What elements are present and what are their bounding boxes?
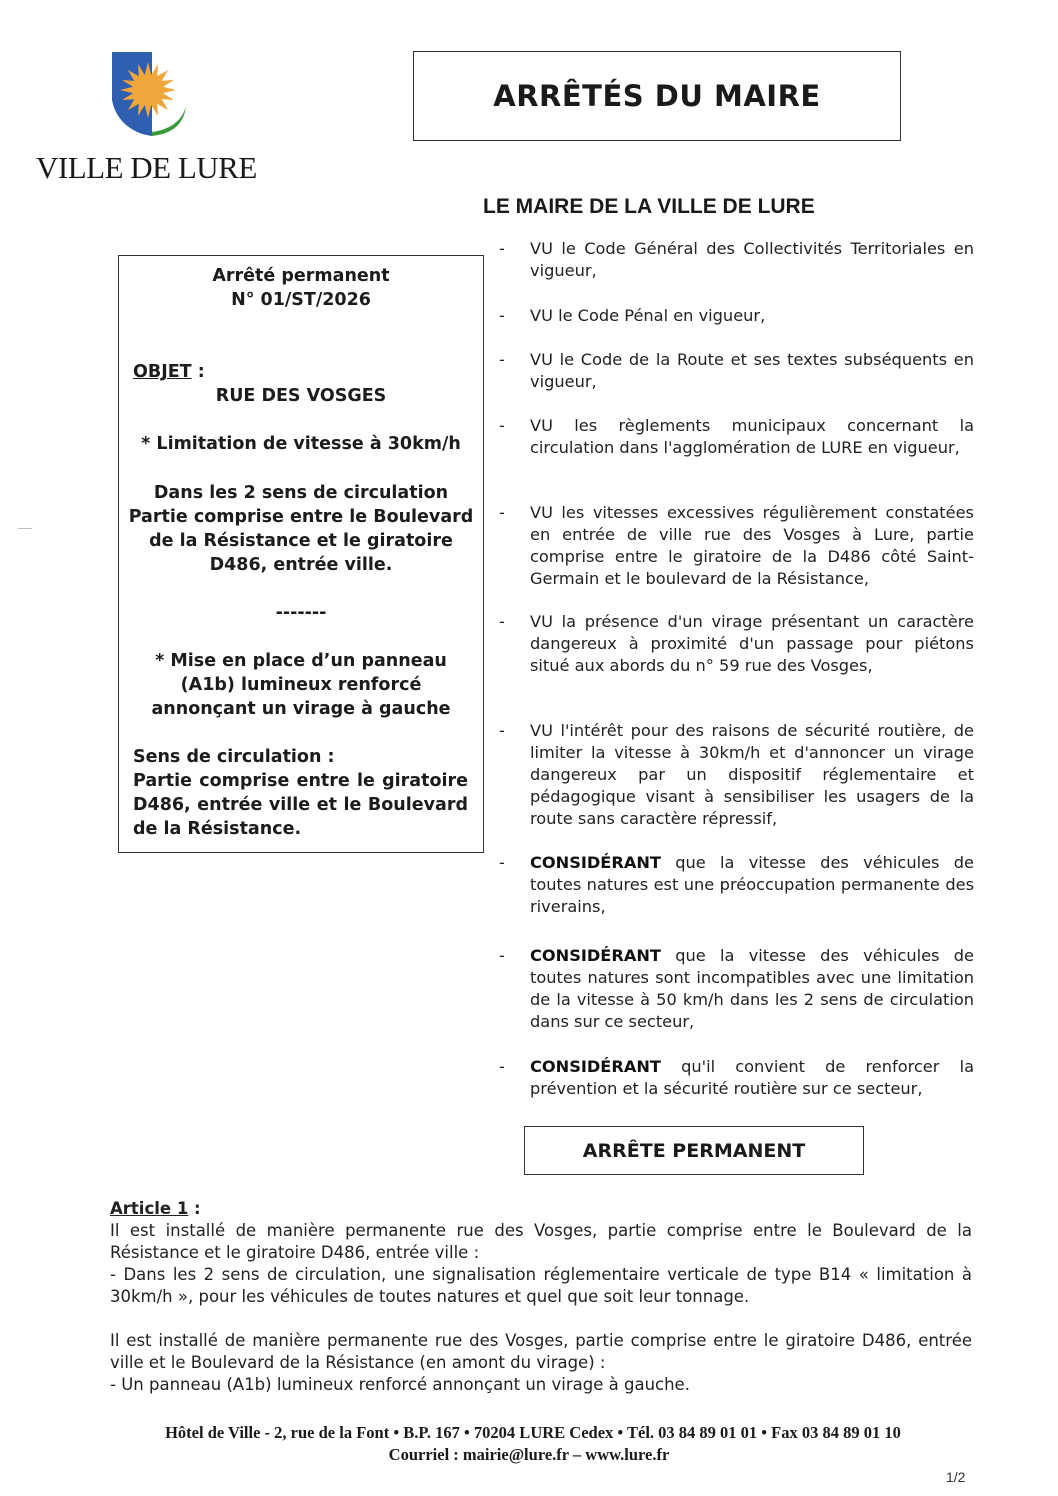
decree-number: N° 01/ST/2026 (231, 290, 371, 310)
decree-type: Arrêté permanent (212, 266, 390, 286)
considerant-item: - CONSIDÉRANT que la vitesse des véhicules de toutes natures est une préoccupation permanente des riverains, (499, 853, 974, 916)
measure1-detail-line: Partie comprise entre le Boulevard (128, 507, 474, 527)
separator: ------- (275, 603, 327, 623)
article-list-item: - Un panneau (A1b) lumineux renforcé annonçant un virage à gauche. (110, 1375, 690, 1394)
mayor-heading: LE MAIRE DE LA VILLE DE LURE (483, 195, 815, 218)
considerant-item: - CONSIDÉRANT qu'il convient de renforcer la prévention et la sécurité routière sur ce secteur, (499, 1057, 974, 1098)
consideration-item: - VU l'intérêt pour des raisons de sécurité routière, de limiter la vitesse à 30km/h et d'annoncer un virage dangereux par un dispositif réglementaire et pédagogique visant à sensibiliser les usagers de la route sans caractère répressif, (499, 721, 974, 828)
consideration-item: - VU le Code Général des Collectivités Territoriales en vigueur, (499, 239, 974, 280)
objet-label-line: OBJET : (133, 362, 205, 382)
article-paragraph: Il est installé de manière permanente rue des Vosges, partie comprise entre le giratoire D486, entrée ville et le Boulevard de la Résistance (en amont du virage) : (110, 1331, 972, 1372)
measure1-detail-line: de la Résistance et le giratoire (149, 531, 453, 551)
direction-label: Sens de circulation : (133, 747, 335, 767)
consideration-item: - VU les règlements municipaux concernant la circulation dans l'agglomération de LURE en vigueur, (499, 416, 974, 457)
page-number: 1/2 (946, 1469, 966, 1485)
footer (0, 1422, 1058, 1466)
measure2-line: annonçant un virage à gauche (151, 699, 451, 719)
article-paragraph: Il est installé de manière permanente rue des Vosges, partie comprise entre le Boulevard de la Résistance et le giratoire D486, entrée ville : (110, 1221, 972, 1262)
city-name: VILLE DE LURE (36, 150, 257, 185)
footer-contact: Courriel : mairie@lure.fr – www.lure.fr (388, 1445, 670, 1464)
document-title-box (413, 51, 901, 141)
decision-heading-box (524, 1126, 864, 1175)
article-title: Article 1 (110, 1199, 189, 1218)
measure2-line: (A1b) lumineux renforcé (180, 675, 422, 695)
street-name: RUE DES VOSGES (215, 386, 387, 406)
measure2-line: * Mise en place d’un panneau (155, 651, 447, 671)
measure1-detail-line: Dans les 2 sens de circulation (153, 483, 449, 503)
margin-mark (18, 528, 32, 529)
article-title-line: Article 1 : (110, 1199, 201, 1218)
measure1-detail-line: D486, entrée ville. (209, 555, 393, 575)
document-title: ARRÊTÉS DU MAIRE (493, 79, 821, 113)
objet-label: OBJET (133, 362, 192, 382)
direction-detail: Partie comprise entre le giratoire D486, entrée ville et le Boulevard de la Résistance. (133, 771, 468, 839)
decree-summary-box (118, 255, 484, 853)
measure-speed-limit: * Limitation de vitesse à 30km/h (141, 434, 461, 454)
consideration-item: - VU le Code Pénal en vigueur, (499, 306, 766, 325)
article-list-item: - Dans les 2 sens de circulation, une signalisation réglementaire verticale de type B14 « limitation à 30km/h », pour les véhicules de toutes natures et quel que soit leur tonnage. (110, 1265, 972, 1306)
article-1 (110, 1198, 972, 1396)
coat-of-arms-sun-shield-icon (108, 48, 192, 142)
consideration-item: - VU la présence d'un virage présentant un caractère dangereux à proximité d'un passage pour piétons situé aux abords du n° 59 rue des Vosges, (499, 612, 974, 675)
consideration-item: - VU le Code de la Route et ses textes subséquents en vigueur, (499, 350, 974, 391)
footer-address: Hôtel de Ville - 2, rue de la Font • B.P. 167 • 70204 LURE Cedex • Tél. 03 84 89 01 01 • Fax 03 84 89 01 10 (165, 1423, 901, 1442)
city-logo (108, 48, 192, 142)
considerant-item: - CONSIDÉRANT que la vitesse des véhicules de toutes natures sont incompatibles avec une limitation de la vitesse à 50 km/h dans les 2 sens de circulation dans sur ce secteur, (499, 946, 974, 1031)
decision-heading: ARRÊTE PERMANENT (582, 1139, 806, 1162)
consideration-item: - VU les vitesses excessives régulièrement constatées en entrée de ville rue des Vosges à Lure, partie comprise entre le giratoire de la D486 côté Saint-Germain et le boulevard de la Résistance, (499, 503, 974, 588)
